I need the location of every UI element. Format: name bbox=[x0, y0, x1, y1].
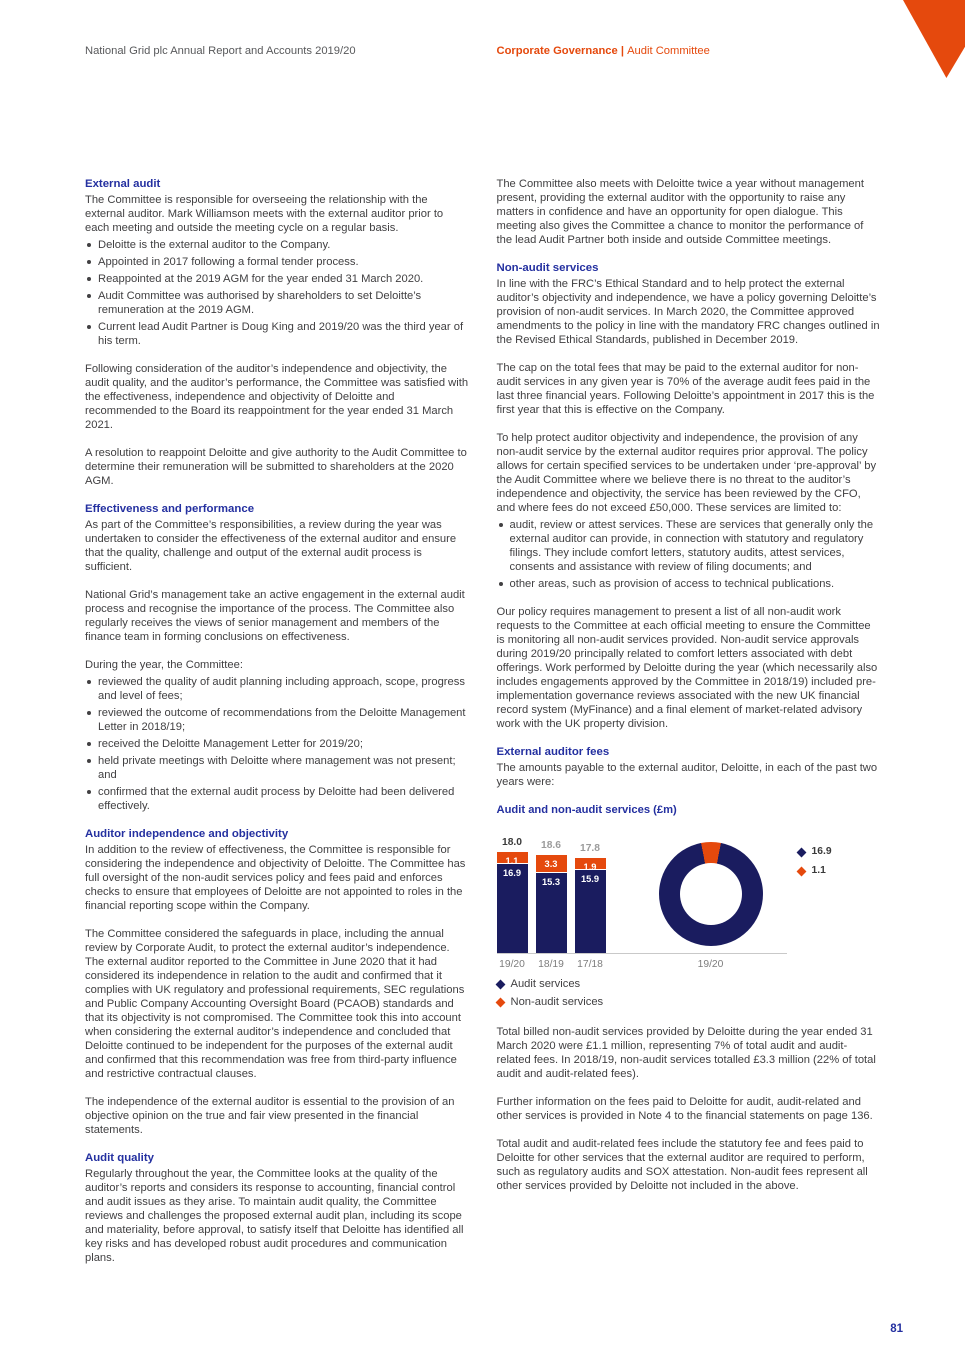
segment-value-label: 3.3 bbox=[544, 859, 558, 870]
paragraph: During the year, the Committee: bbox=[85, 659, 243, 671]
bar-stack bbox=[575, 858, 606, 954]
paragraph: The Committee is responsible for overseeing the relationship with the external auditor. Mark Williamson meets with the external auditor prior to each meeting and outside the meeting cycle on a regular basis. bbox=[85, 194, 444, 234]
bullet-list bbox=[85, 675, 469, 813]
paragraph: Further information on the fees paid to Deloitte for audit, audit-related and other services is provided in Note 4 to the financial statements on page 136. bbox=[496, 1096, 873, 1122]
section-heading-non-audit: Non-audit services bbox=[496, 262, 599, 274]
paragraph: To help protect auditor objectivity and independence, the provision of any non-audit service by the external auditor requires prior approval. The policy allows for certain specified services to be undertaken under ‘pre-approval’ by the Audit Committee where we believe there is no threat to the auditor’s independence and objectivity, the service has been reviewed by the CFO, and where fees do not exceed £50,000. These services are limited to: bbox=[496, 432, 877, 514]
bar-total-label: 17.8 bbox=[579, 842, 601, 854]
paragraph: In line with the FRC’s Ethical Standard and to help protect the external auditor’s objectivity and independence, we have a policy governing Deloitte’s provision of non-audit services. In March 2020, the Committee approved amendments to the policy in line with the mandatory FRC changes outlined in the Revised Ethical Standards, published in December 2019. bbox=[496, 278, 880, 346]
segment-value-label: 16.9 bbox=[502, 868, 522, 879]
paragraph: Our policy requires management to present a list of all non-audit work requests to the Committee at each official meeting to ensure the Committee is monitoring all non-audit services provided. Non-audit service approvals during 2019/20 principally related to comfort letters associated with debt offerings. Work performed by Deloitte during the year (which necessarily also includes engagements approved by the Committee in 2018/19) included pre-implementation governance reviews associated with the new UK financial record system (MyFinance) and a final element of market-related advisory work with the UK property division. bbox=[496, 606, 878, 730]
report-title: National Grid plc Annual Report and Accounts 2019/20 bbox=[85, 45, 356, 57]
paragraph: The independence of the external auditor is essential to the provision of an objective opinion on the true and fair view presented in the financial statements. bbox=[85, 1096, 455, 1136]
diamond-icon bbox=[495, 979, 505, 989]
bar-x-label: 18/19 bbox=[538, 959, 564, 970]
diamond-icon bbox=[495, 997, 505, 1007]
paragraph: Total audit and audit-related fees include the statutory fee and fees paid to Deloitte for other services that the external auditor are required to perform, such as regulatory audits and SOX attestation. Non-audit fees represent all other services provided by Deloitte not included in the above. bbox=[496, 1138, 868, 1192]
bar-column-18-19 bbox=[536, 839, 567, 971]
diamond-icon bbox=[796, 866, 806, 876]
chart-axis-line bbox=[497, 953, 787, 954]
chart-row bbox=[497, 831, 881, 971]
paragraph: Following consideration of the auditor’s independence and objectivity, the audit quality, and the auditor’s performance, the Committee was satisfied with the effectiveness, independence and objectivity of Deloitte and recommended to the Board its reappointment for the year ended 31 March 2021. bbox=[85, 363, 469, 431]
bar-column-17-18 bbox=[575, 842, 606, 971]
diamond-icon bbox=[796, 847, 806, 857]
content-columns bbox=[85, 177, 880, 1279]
bar-total-label: 18.6 bbox=[540, 840, 562, 852]
section-effectiveness bbox=[85, 502, 469, 813]
donut-area bbox=[636, 842, 786, 971]
series-legend-item bbox=[497, 995, 881, 1009]
segment-value-label: 1.9 bbox=[583, 861, 597, 870]
section-heading-audit-quality: Audit quality bbox=[85, 1152, 154, 1164]
segment-value-label: 1.1 bbox=[505, 856, 519, 865]
section-external-audit bbox=[85, 177, 469, 488]
bar-stack bbox=[497, 852, 528, 954]
breadcrumb-section: Corporate Governance | bbox=[496, 45, 628, 57]
section-heading-effectiveness: Effectiveness and performance bbox=[85, 503, 255, 515]
page-number: 81 bbox=[890, 1323, 903, 1335]
section-external-auditor-fees bbox=[497, 745, 881, 1193]
chart-title: Audit and non-audit services (£m) bbox=[496, 804, 677, 816]
series-legend bbox=[497, 977, 881, 1009]
bar-stack bbox=[536, 855, 567, 954]
legend-value: 1.1 bbox=[811, 865, 826, 876]
breadcrumb-page: Audit Committee bbox=[627, 45, 710, 57]
non-audit-segment bbox=[497, 852, 528, 864]
bullet-list bbox=[497, 518, 881, 591]
paragraph: In addition to the review of effectiveness, the Committee is responsible for considering the independence and objectivity of Deloitte. The Committee has full oversight of the non-audit services policy and fees paid and enforces checks to ensure that employees of Deloitte are not appointed to roles in the financial reporting scope within the Company. bbox=[85, 844, 466, 912]
paragraph: Regularly throughout the year, the Committee looks at the quality of the auditor’s reports and considers its response to accounting, financial control and audit issues as they arise. To maintain audit quality, the Committee reviews and challenges the proposed external audit plan, including its scope and materiality, before approval, to satisfy itself that Deloitte has identified all key risks and has developed robust audit procedures and communication plans. bbox=[85, 1168, 464, 1264]
donut-legend-item bbox=[798, 864, 832, 878]
paragraph: The cap on the total fees that may be paid to the external auditor for non-audit services in any given year is 70% of the average audit fees paid in the last three financial years. Following Deloitte’s appointment in 2017 this is the first year that this is effective on the Company. bbox=[496, 362, 875, 416]
section-independence bbox=[85, 827, 469, 1137]
non-audit-segment bbox=[575, 858, 606, 870]
bar-x-label: 19/20 bbox=[499, 959, 525, 970]
audit-segment bbox=[536, 873, 567, 954]
fees-chart bbox=[497, 803, 881, 1009]
bar-total-label: 18.0 bbox=[501, 837, 523, 849]
donut-x-label: 19/20 bbox=[697, 959, 724, 970]
donut-value-legend bbox=[798, 845, 832, 878]
donut-legend-item bbox=[798, 845, 832, 859]
section-heading-external-audit: External audit bbox=[85, 178, 161, 190]
paragraph: National Grid’s management take an active engagement in the external audit process and recognise the importance of the process. The Committee also regularly receives the views of senior management and members of the finance team in forming conclusions on effectiveness. bbox=[85, 589, 465, 643]
donut-chart bbox=[659, 842, 763, 946]
paragraph: As part of the Committee’s responsibilities, a review during the year was undertaken to consider the effectiveness of the external auditor and ensure that the quality, challenge and output of the external audit process is sufficient. bbox=[85, 519, 457, 573]
page-header bbox=[85, 45, 880, 57]
bullet-item: other areas, such as provision of access to technical publications. bbox=[497, 577, 881, 591]
bullet-item: received the Deloitte Management Letter for 2019/20; bbox=[85, 737, 469, 751]
bullet-list bbox=[85, 238, 469, 348]
section-audit-quality bbox=[85, 1151, 469, 1265]
bar-chart bbox=[497, 836, 606, 971]
bullet-item: reviewed the outcome of recommendations from the Deloitte Management Letter in 2018/19; bbox=[85, 706, 469, 734]
corner-flag-icon bbox=[903, 0, 965, 78]
breadcrumb bbox=[497, 45, 881, 57]
series-legend-item bbox=[497, 977, 881, 991]
audit-segment bbox=[497, 864, 528, 954]
audit-segment bbox=[575, 870, 606, 954]
segment-value-label: 15.9 bbox=[580, 873, 600, 884]
paragraph: The Committee considered the safeguards in place, including the annual review by Corporate Audit, to protect the external auditor’s independence. The external auditor reported to the Committee in June 2020 that it had considered its independence in relation to the audit and confirmed that it complies with UK regulatory and professional requirements, SEC regulations and Public Company Accounting Oversight Board (PCAOB) standards and that its objectivity is not compromised. The Committee took this into account when considering the external auditor’s independence and concluded that Deloitte continued to be independent for the purposes of the external audit and confirmed that this recommendation was free from third-party influence and restrictive contractual clauses. bbox=[85, 928, 465, 1080]
bullet-item: Appointed in 2017 following a formal tender process. bbox=[85, 255, 469, 269]
bullet-item: Deloitte is the external auditor to the Company. bbox=[85, 238, 469, 252]
bar-x-label: 17/18 bbox=[577, 959, 603, 970]
legend-label: Non-audit services bbox=[510, 996, 604, 1008]
bullet-item: reviewed the quality of audit planning including approach, scope, progress and level of fees; bbox=[85, 675, 469, 703]
paragraph: Total billed non-audit services provided by Deloitte during the year ended 31 March 2020 were £1.1 million, representing 7% of total audit and audit-related fees. In 2018/19, non-audit services totalled £3.3 million (22% of total audit and audit-related fees). bbox=[496, 1026, 876, 1080]
section-heading-independence: Auditor independence and objectivity bbox=[85, 828, 289, 840]
bullet-item: Current lead Audit Partner is Doug King and 2019/20 was the third year of his term. bbox=[85, 320, 469, 348]
paragraph: The amounts payable to the external auditor, Deloitte, in each of the past two years were: bbox=[496, 762, 878, 788]
bullet-item: Reappointed at the 2019 AGM for the year ended 31 March 2020. bbox=[85, 272, 469, 286]
legend-label: Audit services bbox=[510, 978, 581, 990]
segment-value-label: 15.3 bbox=[541, 876, 561, 887]
bullet-item: held private meetings with Deloitte where management was not present; and bbox=[85, 754, 469, 782]
bullet-item: audit, review or attest services. These are services that generally only the external auditor can provide, in connection with statutory and regulatory filings. They include comfort letters, statutory audits, attest services, consents and assistance with review of filing documents; and bbox=[497, 518, 881, 574]
section-heading-fees: External auditor fees bbox=[496, 746, 610, 758]
right-column bbox=[497, 177, 881, 1279]
bullet-item: confirmed that the external audit process by Deloitte had been delivered effectively. bbox=[85, 785, 469, 813]
bullet-item: Audit Committee was authorised by shareholders to set Deloitte’s remuneration at the 2019 AGM. bbox=[85, 289, 469, 317]
bar-column-19-20 bbox=[497, 836, 528, 971]
paragraph: A resolution to reappoint Deloitte and give authority to the Audit Committee to determine their remuneration will be submitted to shareholders at the 2020 AGM. bbox=[85, 447, 467, 487]
paragraph: The Committee also meets with Deloitte twice a year without management present, providing the external auditor with the opportunity to raise any matters in confidence and have an opportunity for open dialogue. This meeting also gives the Committee a chance to monitor the performance of the lead Audit Partner both inside and outside Committee meetings. bbox=[496, 178, 864, 246]
non-audit-segment bbox=[536, 855, 567, 872]
left-column bbox=[85, 177, 469, 1279]
section-non-audit-services bbox=[497, 261, 881, 731]
legend-value: 16.9 bbox=[811, 846, 832, 857]
